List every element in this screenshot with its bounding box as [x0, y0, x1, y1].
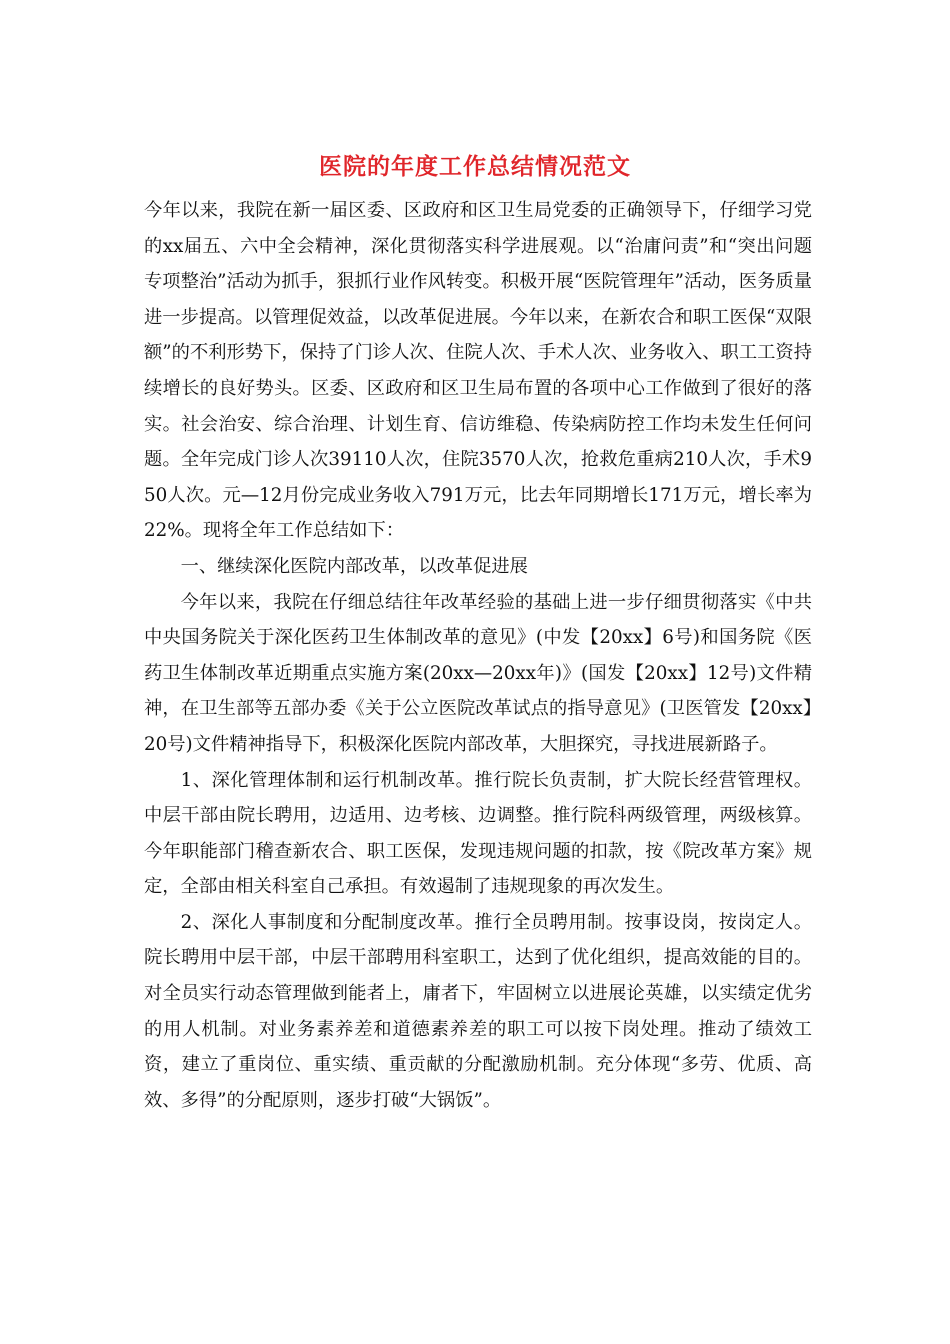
body-paragraph: 1、深化管理体制和运行机制改革。推行院长负责制，扩大院长经营管理权。中层干部由院长聘用，边适用、边考核、边调整。推行院科两级管理，两级核算。今年职能部门稽查新农合、职工医保，发现违规问题的扣款，按《院改革方案》规定，全部由相关科室自己承担。有效遏制了违规现象的再次发生。 [144, 769, 812, 898]
document-title: 医院的年度工作总结情况范文 [319, 154, 631, 180]
body-paragraph: 今年以来，我院在仔细总结往年改革经验的基础上进一步仔细贯彻落实《中共中央国务院关于深化医药卫生体制改革的意见》(中发【20xx】6号)和国务院《医药卫生体制改革近期重点实施方案(20xx—20xx年)》(国发【20xx】12号)文件精神，在卫生部等五部办委《关于公立医院改革试点的指导意见》(卫医管发【20xx】20号)文件精神指导下，积极深化医院内部改革，大胆探究，寻找进展新路子。 [144, 591, 812, 755]
body-paragraph: 2、深化人事制度和分配制度改革。推行全员聘用制。按事设岗，按岗定人。院长聘用中层干部，中层干部聘用科室职工，达到了优化组织，提高效能的目的。对全员实行动态管理做到能者上，庸者下，牢固树立以进展论英雄，以实绩定优劣的用人机制。对业务素养差和道德素养差的职工可以按下岗处理。推动了绩效工资，建立了重岗位、重实绩、重贡献的分配激励机制。充分体现“多劳、优质、高效、多得”的分配原则，逐步打破“大锅饭”。 [144, 911, 812, 1111]
section-heading: 一、继续深化医院内部改革，以改革促进展 [180, 555, 528, 577]
intro-paragraph: 今年以来，我院在新一届区委、区政府和区卫生局党委的正确领导下，仔细学习党的xx届五、六中全会精神，深化贯彻落实科学进展观。以“治庸问责”和“突出问题专项整治”活动为抓手，狠抓行业作风转变。积极开展“医院管理年”活动，医务质量进一步提高。以管理促效益，以改革促进展。今年以来，在新农合和职工医保“双限额”的不利形势下，保持了门诊人次、住院人次、手术人次、业务收入、职工工资持续增长的良好势头。区委、区政府和区卫生局布置的各项中心工作做到了很好的落实。社会治安、综合治理、计划生育、信访维稳、传染病防控工作均未发生任何问题。全年完成门诊人次39110人次，住院3570人次，抢救危重病210人次，手术950人次。元—12月份完成业务收入791万元，比去年同期增长171万元，增长率为22%。现将全年工作总结如下： [144, 200, 812, 542]
document-body [144, 193, 812, 1118]
